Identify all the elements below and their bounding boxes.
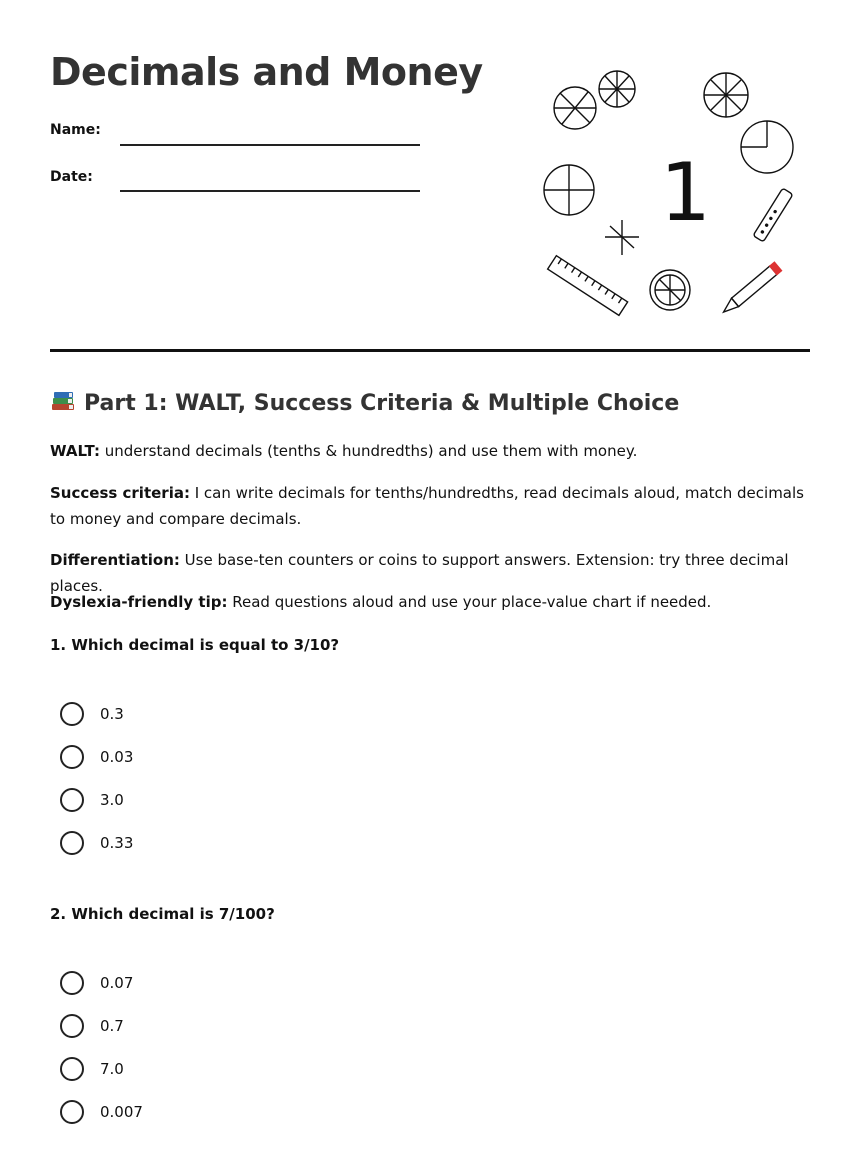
- dyslexia-tip-text: Read questions aloud and use your place-value chart if needed.: [227, 593, 712, 611]
- name-field[interactable]: [120, 144, 420, 146]
- option-label: 0.7: [100, 1017, 124, 1035]
- radio-button[interactable]: [60, 788, 84, 812]
- part-1-heading-text: Part 1: WALT, Success Criteria & Multiple Choice: [84, 391, 680, 416]
- question-2: 2. Which decimal is 7/100?: [50, 905, 275, 923]
- q1-option[interactable]: [60, 701, 124, 727]
- name-label: Name:: [50, 122, 101, 138]
- walt-text: understand decimals (tenths & hundredths) and use them with money.: [99, 442, 638, 460]
- clipart-digit: 1: [660, 146, 711, 239]
- success-criteria-text: I can write decimals for tenths/hundredths, read decimals aloud, match decimals to money and compare decimals.: [50, 484, 804, 528]
- walt-label: WALT:: [50, 442, 100, 460]
- option-label: 0.3: [100, 705, 124, 723]
- fraction-circle-icon: [741, 121, 793, 173]
- dyslexia-tip-label: Dyslexia-friendly tip:: [50, 593, 228, 611]
- date-label: Date:: [50, 169, 93, 185]
- fraction-circle-icon: [544, 165, 594, 215]
- pencil-icon: [720, 262, 781, 316]
- books-icon: [50, 390, 76, 412]
- q1-option[interactable]: [60, 744, 133, 770]
- differentiation-label: Differentiation:: [50, 551, 180, 569]
- option-label: 3.0: [100, 791, 124, 809]
- page-title: Decimals and Money: [50, 50, 483, 94]
- walt-paragraph: [50, 438, 810, 464]
- option-label: 0.33: [100, 834, 134, 852]
- ruler-icon: [548, 256, 628, 316]
- dyslexia-tip-paragraph: [50, 589, 810, 615]
- question-1: 1. Which decimal is equal to 3/10?: [50, 636, 340, 654]
- math-clipart-illustration: [535, 60, 810, 325]
- option-label: 7.0: [100, 1060, 124, 1078]
- option-label: 0.007: [100, 1103, 143, 1121]
- q2-option[interactable]: [60, 970, 133, 996]
- radio-button[interactable]: [60, 831, 84, 855]
- fraction-circle-icon: [554, 87, 596, 129]
- radio-button[interactable]: [60, 702, 84, 726]
- q2-option[interactable]: [60, 1056, 124, 1082]
- star-icon: [605, 220, 639, 255]
- fraction-circle-icon: [704, 73, 748, 117]
- radio-button[interactable]: [60, 1100, 84, 1124]
- option-label: 0.07: [100, 974, 134, 992]
- radio-button[interactable]: [60, 971, 84, 995]
- q2-option[interactable]: [60, 1099, 143, 1125]
- radio-button[interactable]: [60, 1014, 84, 1038]
- option-label: 0.03: [100, 748, 134, 766]
- q2-option[interactable]: [60, 1013, 124, 1039]
- section-divider: [50, 349, 810, 352]
- q1-option[interactable]: [60, 787, 124, 813]
- q1-option[interactable]: [60, 830, 133, 856]
- success-criteria-paragraph: [50, 480, 810, 532]
- ruler-icon: [753, 188, 793, 242]
- radio-button[interactable]: [60, 745, 84, 769]
- differentiation-text: Use base-ten counters or coins to support answers. Extension: try three decimal places.: [50, 551, 789, 595]
- fraction-circle-icon: [650, 270, 690, 310]
- part-1-heading: [50, 390, 679, 416]
- fraction-circle-icon: [599, 71, 635, 107]
- success-criteria-label: Success criteria:: [50, 484, 190, 502]
- date-field[interactable]: [120, 190, 420, 192]
- radio-button[interactable]: [60, 1057, 84, 1081]
